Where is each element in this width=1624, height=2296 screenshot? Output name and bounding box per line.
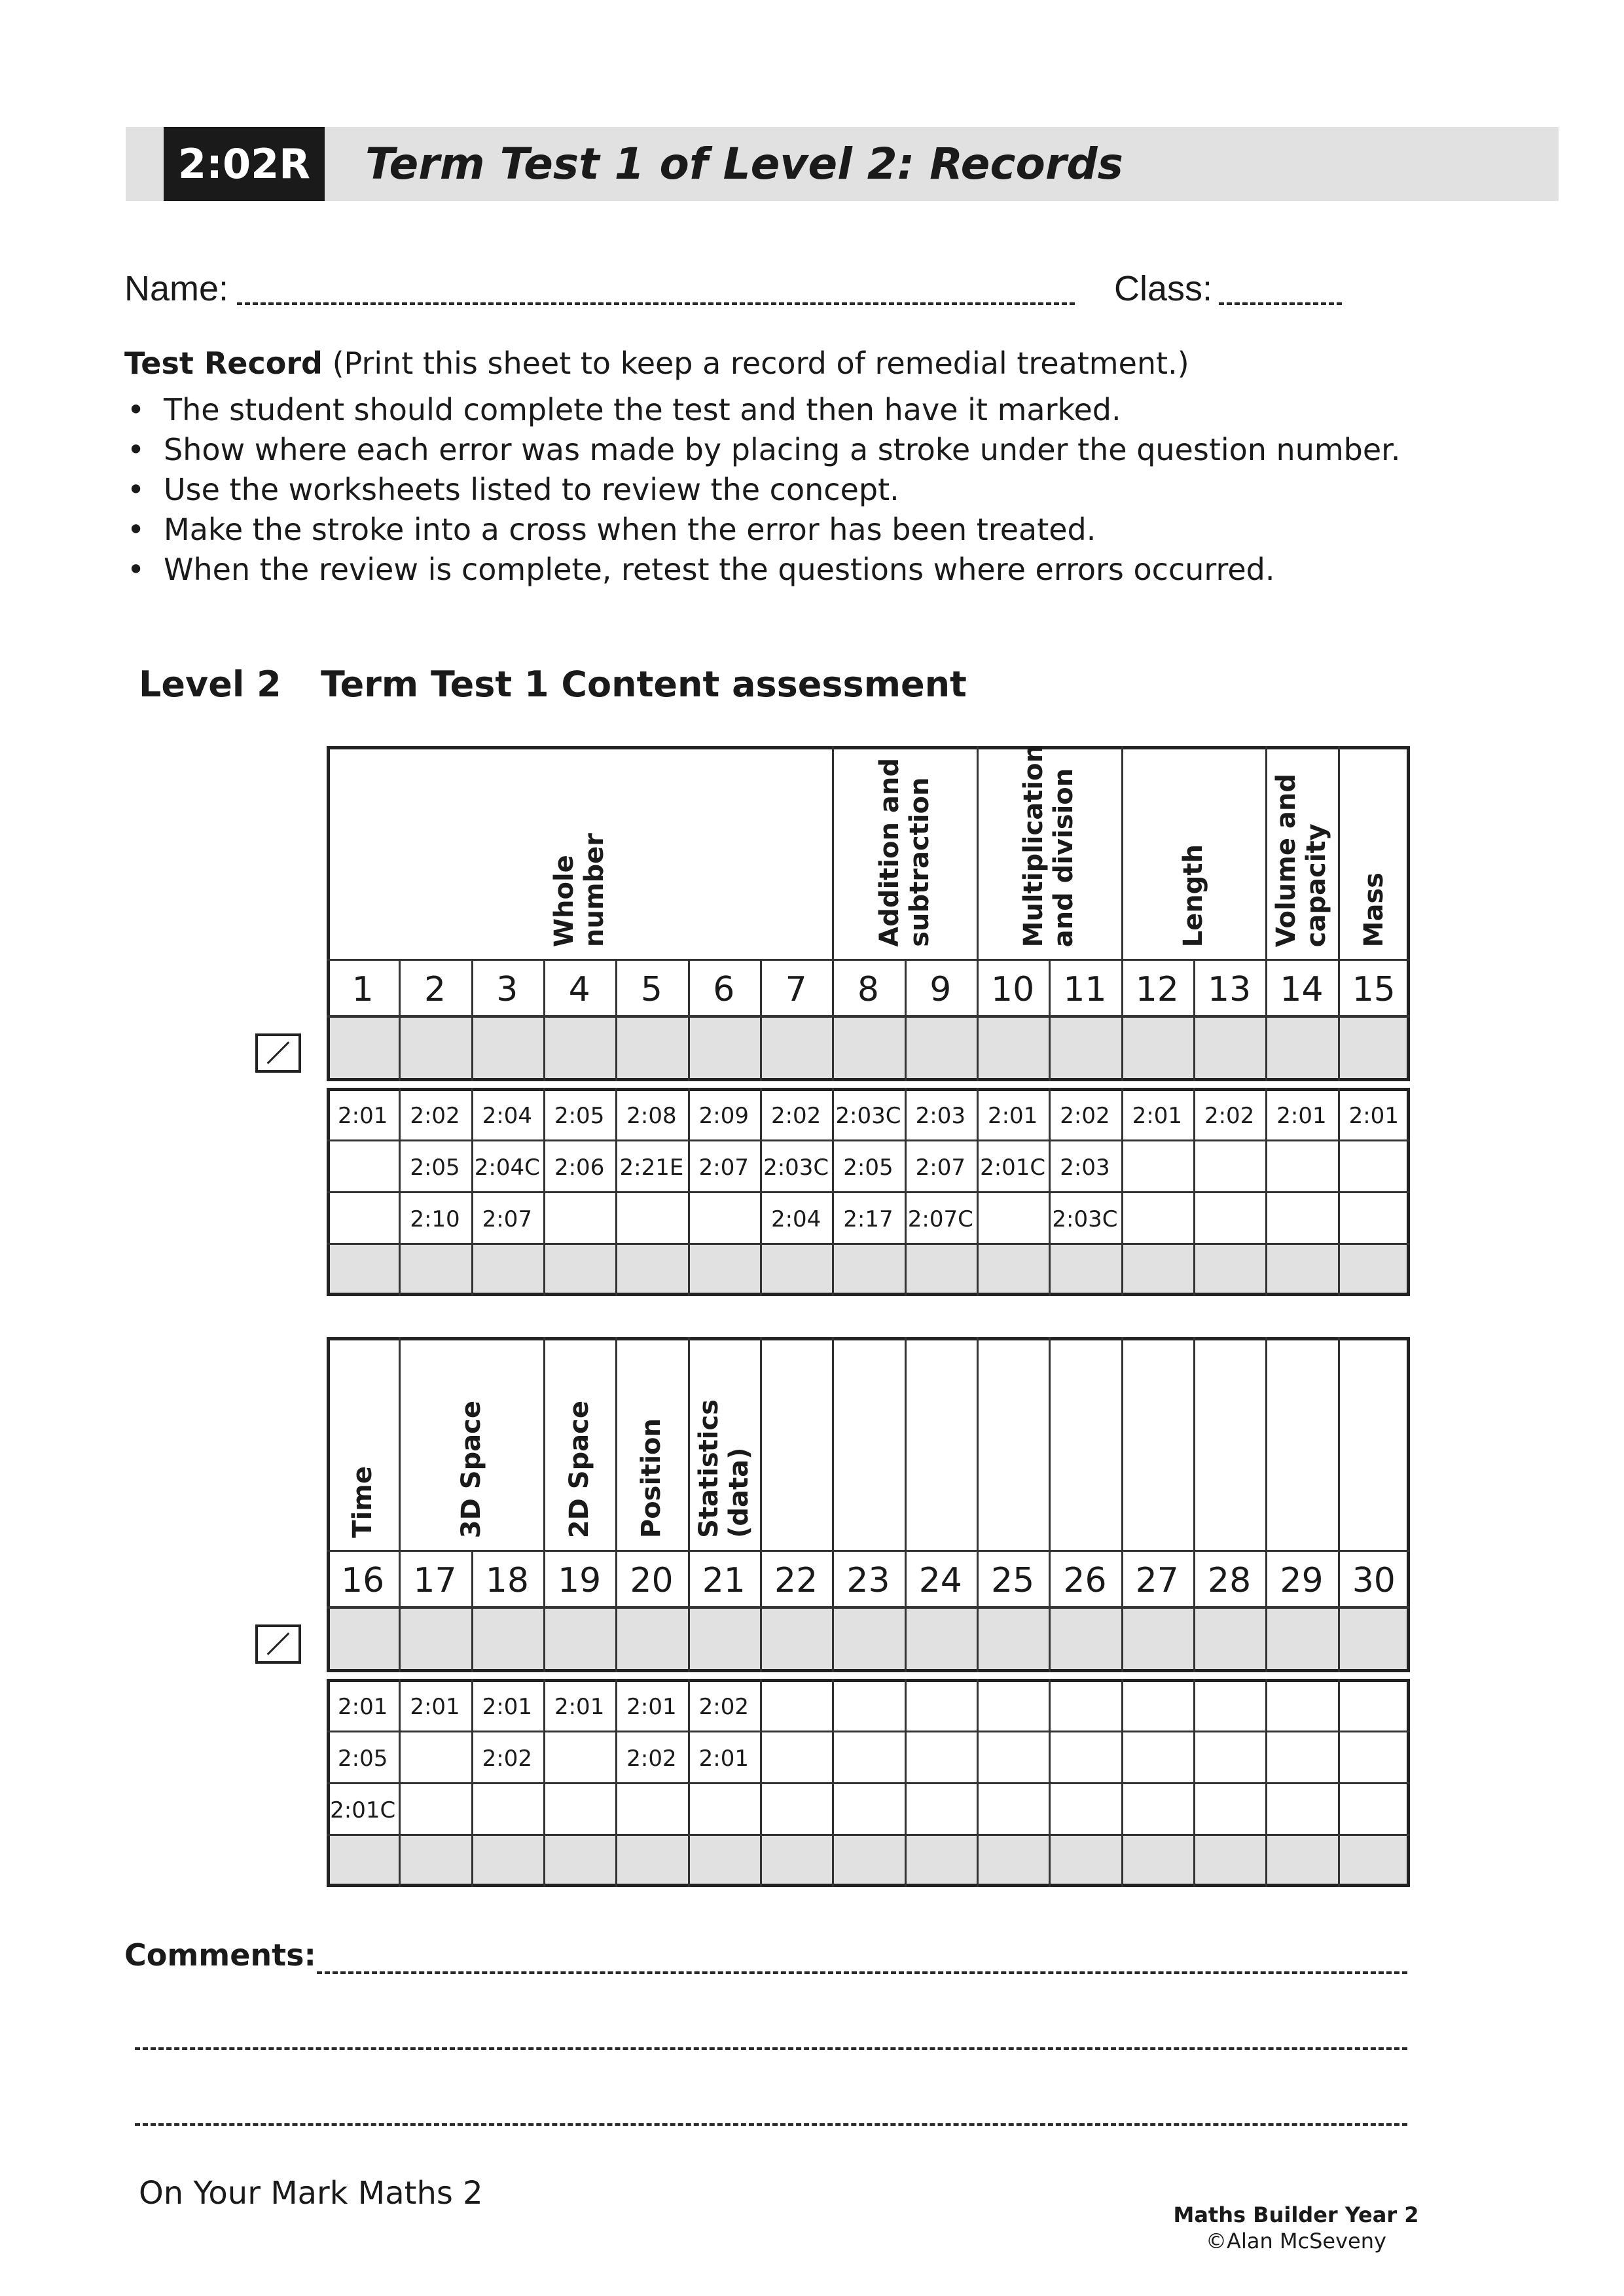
question-number: 6	[713, 970, 735, 1009]
test-record-heading-bold: Test Record	[124, 346, 323, 381]
topic-divider	[977, 746, 979, 959]
worksheet-code[interactable]: 2:01	[337, 1694, 388, 1720]
question-number: 3	[496, 970, 518, 1009]
worksheet-code[interactable]: 2:05	[843, 1155, 893, 1181]
retest-cell[interactable]	[399, 1834, 471, 1887]
topic-divider	[615, 1337, 617, 1550]
worksheet-code[interactable]: 2:02	[1060, 1103, 1110, 1129]
question-number: 30	[1352, 1561, 1396, 1600]
footer-series: On Your Mark Maths 2	[139, 2175, 483, 2212]
topic-label: 3D Space	[456, 1401, 486, 1539]
worksheet-code[interactable]: 2:01C	[980, 1155, 1046, 1181]
comments-line-2[interactable]	[135, 2047, 1407, 2050]
retest-cell[interactable]	[471, 1834, 543, 1887]
level-label: Level 2	[139, 664, 281, 705]
question-number: 12	[1135, 970, 1179, 1009]
worksheet-code[interactable]: 2:03	[1060, 1155, 1110, 1181]
comments-label: Comments:	[124, 1937, 316, 1973]
topic-divider	[1265, 1337, 1267, 1550]
worksheet-code[interactable]: 2:02	[626, 1746, 677, 1772]
errors-cell[interactable]	[543, 1015, 615, 1081]
worksheet-code[interactable]: 2:04	[770, 1206, 821, 1232]
errors-cell[interactable]	[905, 1606, 977, 1672]
retest-cell[interactable]	[543, 1243, 615, 1296]
worksheet-code[interactable]: 2:10	[410, 1206, 460, 1232]
errors-cell[interactable]	[1121, 1606, 1193, 1672]
retest-cell[interactable]	[1193, 1834, 1265, 1887]
question-number: 7	[785, 970, 807, 1009]
worksheet-code[interactable]: 2:03C	[1052, 1206, 1118, 1232]
question-number: 5	[640, 970, 663, 1009]
instruction-item: • Use the worksheets listed to review the concept.	[124, 470, 1400, 510]
errors-cell[interactable]	[832, 1606, 904, 1672]
topic-divider	[1049, 1337, 1051, 1550]
retest-cell[interactable]	[905, 1834, 977, 1887]
errors-cell[interactable]	[977, 1606, 1049, 1672]
retest-cell[interactable]	[832, 1243, 904, 1296]
worksheet-code[interactable]: 2:01C	[330, 1797, 396, 1823]
retest-cell[interactable]	[1049, 1243, 1121, 1296]
topic-label: Addition and subtraction	[874, 758, 935, 947]
worksheet-code[interactable]: 2:01	[1348, 1103, 1399, 1129]
comments-line-3[interactable]	[135, 2123, 1407, 2126]
topic-divider	[1121, 1337, 1123, 1550]
errors-cell[interactable]	[399, 1015, 471, 1081]
worksheet-code[interactable]: 2:07	[482, 1206, 532, 1232]
topic-divider	[832, 746, 834, 959]
retest-cell[interactable]	[1338, 1834, 1410, 1887]
question-number: 27	[1135, 1561, 1179, 1600]
topic-divider	[977, 1337, 979, 1550]
retest-cell[interactable]	[977, 1243, 1049, 1296]
footer-book: Maths Builder Year 2	[1173, 2202, 1419, 2227]
worksheet-code[interactable]: 2:01	[987, 1103, 1038, 1129]
name-field[interactable]	[237, 302, 1075, 305]
question-number: 24	[918, 1561, 962, 1600]
topic-label: Mass	[1358, 872, 1389, 948]
worksheet-code[interactable]: 2:09	[698, 1103, 749, 1129]
topic-divider	[399, 1337, 401, 1550]
retest-cell[interactable]	[688, 1834, 760, 1887]
errors-cell[interactable]	[1265, 1015, 1337, 1081]
topic-label: Length	[1178, 844, 1208, 948]
topic-label: Position	[636, 1418, 667, 1539]
retest-cell[interactable]	[1121, 1834, 1193, 1887]
retest-cell[interactable]	[1265, 1834, 1337, 1887]
question-number: 28	[1208, 1561, 1252, 1600]
test-record-heading	[124, 346, 1189, 381]
question-number: 14	[1280, 970, 1324, 1009]
retest-cell[interactable]	[327, 1243, 399, 1296]
comments-line-1[interactable]	[317, 1971, 1407, 1974]
footer-copyright: ©Alan McSeveny	[1206, 2229, 1386, 2253]
worksheet-code[interactable]: 2:04	[482, 1103, 532, 1129]
question-number: 9	[929, 970, 952, 1009]
worksheet-code[interactable]: 2:03C	[835, 1103, 901, 1129]
instruction-item: • The student should complete the test and then have it marked.	[124, 390, 1400, 430]
worksheet-code[interactable]: 2:17	[843, 1206, 893, 1232]
retest-cell[interactable]	[832, 1834, 904, 1887]
topic-divider	[1338, 1337, 1340, 1550]
topic-label: Time	[348, 1466, 378, 1538]
errors-cell[interactable]	[327, 1606, 399, 1672]
errors-cell[interactable]	[471, 1015, 543, 1081]
retest-cell[interactable]	[1121, 1243, 1193, 1296]
retest-cell[interactable]	[615, 1834, 687, 1887]
question-number: 15	[1352, 970, 1396, 1009]
sheet-code: 2:02R	[164, 127, 325, 201]
section-title: Term Test 1 Content assessment	[321, 664, 967, 705]
worksheet-code[interactable]: 2:04C	[474, 1155, 540, 1181]
errors-cell[interactable]	[615, 1606, 687, 1672]
retest-cell[interactable]	[327, 1834, 399, 1887]
topic-divider	[760, 1337, 762, 1550]
errors-cell[interactable]	[543, 1606, 615, 1672]
topic-divider	[688, 1337, 690, 1550]
topic-divider	[1265, 746, 1267, 959]
name-label: Name:	[124, 269, 229, 308]
question-number: 4	[568, 970, 590, 1009]
retest-cell[interactable]	[977, 1834, 1049, 1887]
worksheet-code[interactable]: 2:01	[1276, 1103, 1327, 1129]
errors-cell[interactable]	[399, 1606, 471, 1672]
errors-cell[interactable]	[615, 1015, 687, 1081]
errors-cell[interactable]	[1193, 1015, 1265, 1081]
errors-cell[interactable]	[1265, 1606, 1337, 1672]
class-label: Class:	[1114, 269, 1213, 308]
question-number: 16	[341, 1561, 385, 1600]
topic-label: Whole number	[549, 833, 610, 948]
worksheet-code[interactable]: 2:01	[1132, 1103, 1182, 1129]
worksheet-code[interactable]: 2:03C	[763, 1155, 829, 1181]
question-number: 2	[424, 970, 446, 1009]
worksheet-code[interactable]: 2:02	[482, 1746, 532, 1772]
worksheet-code[interactable]: 2:08	[626, 1103, 677, 1129]
worksheet-code[interactable]: 2:01	[482, 1694, 532, 1720]
question-number: 20	[630, 1561, 674, 1600]
worksheet-code[interactable]: 2:02	[410, 1103, 460, 1129]
worksheet-code[interactable]: 2:21E	[619, 1155, 684, 1181]
topic-label: Volume and capacity	[1271, 774, 1332, 948]
errors-cell[interactable]	[977, 1015, 1049, 1081]
topic-divider	[905, 1337, 907, 1550]
topic-label: Multiplication and division	[1019, 744, 1079, 948]
question-number: 29	[1280, 1561, 1324, 1600]
topic-label: 2D Space	[564, 1401, 595, 1539]
question-number: 26	[1063, 1561, 1107, 1600]
errors-cell[interactable]	[832, 1015, 904, 1081]
retest-cell[interactable]	[399, 1243, 471, 1296]
topic-label: Statistics (data)	[693, 1399, 754, 1538]
question-number: 25	[991, 1561, 1035, 1600]
question-number: 18	[485, 1561, 529, 1600]
topic-divider	[1338, 746, 1340, 959]
errors-cell[interactable]	[471, 1606, 543, 1672]
question-number: 1	[352, 970, 374, 1009]
question-number: 23	[846, 1561, 890, 1600]
question-number: 21	[702, 1561, 746, 1600]
question-number: 10	[991, 970, 1035, 1009]
errors-cell[interactable]	[1338, 1015, 1410, 1081]
worksheet-code[interactable]: 2:07C	[907, 1206, 973, 1232]
row-divider	[327, 1550, 1410, 1552]
topic-divider	[543, 1337, 545, 1550]
worksheet-code[interactable]: 2:01	[337, 1103, 388, 1129]
retest-cell[interactable]	[543, 1834, 615, 1887]
retest-cell[interactable]	[1049, 1834, 1121, 1887]
errors-cell[interactable]	[688, 1606, 760, 1672]
retest-cell[interactable]	[760, 1834, 832, 1887]
topic-divider	[832, 1337, 834, 1550]
page-title: Term Test 1 of Level 2: Records	[365, 139, 1123, 189]
instruction-item: • Show where each error was made by placing a stroke under the question number.	[124, 430, 1400, 470]
instruction-item: • Make the stroke into a cross when the error has been treated.	[124, 510, 1400, 550]
retest-cell[interactable]	[760, 1243, 832, 1296]
errors-cell[interactable]	[1121, 1015, 1193, 1081]
question-number: 19	[558, 1561, 602, 1600]
retest-cell[interactable]	[1265, 1243, 1337, 1296]
worksheet-code[interactable]: 2:07	[698, 1155, 749, 1181]
retest-cell[interactable]	[471, 1243, 543, 1296]
topic-divider	[1193, 1337, 1195, 1550]
worksheet-code[interactable]: 2:01	[698, 1746, 749, 1772]
worksheet-code[interactable]: 2:01	[554, 1694, 605, 1720]
question-number: 11	[1063, 970, 1107, 1009]
worksheet-code[interactable]: 2:05	[337, 1746, 388, 1772]
worksheet-code[interactable]: 2:02	[1204, 1103, 1255, 1129]
row-divider	[327, 959, 1410, 961]
worksheet-code[interactable]: 2:07	[915, 1155, 965, 1181]
worksheet-code[interactable]: 2:05	[554, 1103, 605, 1129]
retest-cell[interactable]	[615, 1243, 687, 1296]
worksheet-code[interactable]: 2:03	[915, 1103, 965, 1129]
errors-cell[interactable]	[327, 1015, 399, 1081]
instructions-list	[124, 390, 1400, 590]
retest-cell[interactable]	[688, 1243, 760, 1296]
errors-cell[interactable]	[688, 1015, 760, 1081]
retest-cell[interactable]	[905, 1243, 977, 1296]
instruction-item: • When the review is complete, retest the questions where errors occurred.	[124, 550, 1400, 590]
question-number: 8	[857, 970, 879, 1009]
question-number: 22	[774, 1561, 818, 1600]
worksheet-code[interactable]: 2:05	[410, 1155, 460, 1181]
question-number: 17	[413, 1561, 457, 1600]
class-field[interactable]	[1219, 302, 1342, 305]
worksheet-code[interactable]: 2:02	[770, 1103, 821, 1129]
retest-cell[interactable]	[1338, 1243, 1410, 1296]
errors-cell[interactable]	[1193, 1606, 1265, 1672]
worksheet-code[interactable]: 2:01	[410, 1694, 460, 1720]
question-number: 13	[1208, 970, 1252, 1009]
topic-divider	[1121, 746, 1123, 959]
worksheet-code[interactable]: 2:01	[626, 1694, 677, 1720]
errors-cell[interactable]	[760, 1015, 832, 1081]
errors-cell[interactable]	[905, 1015, 977, 1081]
errors-cell[interactable]	[1049, 1606, 1121, 1672]
worksheet-code[interactable]: 2:06	[554, 1155, 605, 1181]
retest-cell[interactable]	[1193, 1243, 1265, 1296]
test-record-heading-note: (Print this sheet to keep a record of remedial treatment.)	[322, 346, 1189, 381]
worksheet-code[interactable]: 2:02	[698, 1694, 749, 1720]
errors-cell[interactable]	[1338, 1606, 1410, 1672]
errors-cell[interactable]	[1049, 1015, 1121, 1081]
errors-cell[interactable]	[760, 1606, 832, 1672]
